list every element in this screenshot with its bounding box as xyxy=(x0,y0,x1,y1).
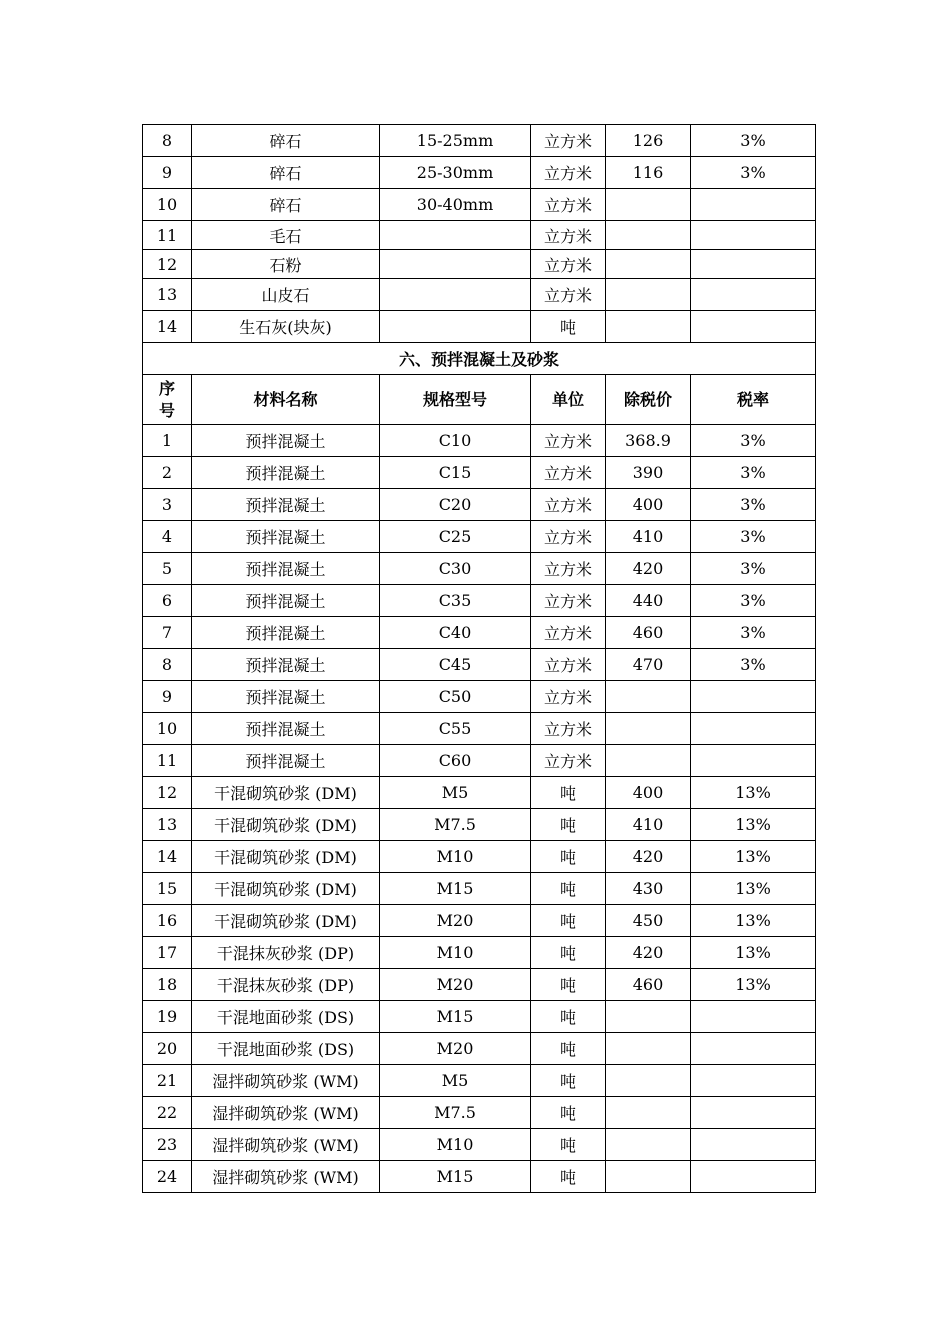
price-cell xyxy=(606,1001,691,1033)
table-row xyxy=(143,457,816,489)
spec-cell xyxy=(380,311,531,343)
row-number-cell: 13 xyxy=(143,809,192,841)
tax-rate-cell xyxy=(691,745,816,777)
unit-cell: 立方米 xyxy=(531,649,606,681)
table-row xyxy=(143,125,816,157)
tax-rate-cell: 13% xyxy=(691,841,816,873)
unit-cell: 立方米 xyxy=(531,125,606,157)
unit-cell: 立方米 xyxy=(531,521,606,553)
price-cell xyxy=(606,713,691,745)
table-row xyxy=(143,745,816,777)
material-name-cell: 生石灰(块灰) xyxy=(192,311,380,343)
table-row xyxy=(143,425,816,457)
price-cell: 470 xyxy=(606,649,691,681)
price-cell: 460 xyxy=(606,617,691,649)
table-row xyxy=(143,1001,816,1033)
table-row xyxy=(143,841,816,873)
row-number-cell: 17 xyxy=(143,937,192,969)
price-cell xyxy=(606,1161,691,1193)
unit-cell: 吨 xyxy=(531,809,606,841)
spec-cell: M15 xyxy=(380,873,531,905)
material-name-cell: 碎石 xyxy=(192,157,380,189)
price-cell xyxy=(606,1129,691,1161)
price-cell: 450 xyxy=(606,905,691,937)
tax-rate-cell: 13% xyxy=(691,777,816,809)
table-row xyxy=(143,681,816,713)
tax-rate-cell: 13% xyxy=(691,969,816,1001)
unit-cell: 吨 xyxy=(531,1161,606,1193)
row-number-cell: 9 xyxy=(143,681,192,713)
row-number-cell: 9 xyxy=(143,157,192,189)
material-name-cell: 预拌混凝土 xyxy=(192,489,380,521)
material-name-cell: 预拌混凝土 xyxy=(192,585,380,617)
table-row xyxy=(143,1097,816,1129)
row-number-cell: 22 xyxy=(143,1097,192,1129)
spec-cell: C25 xyxy=(380,521,531,553)
table-row xyxy=(143,157,816,189)
row-number-cell: 12 xyxy=(143,250,192,279)
table-row xyxy=(143,521,816,553)
tax-rate-cell: 3% xyxy=(691,585,816,617)
unit-cell: 立方米 xyxy=(531,250,606,279)
header-unit: 单位 xyxy=(531,375,606,425)
row-number-cell: 11 xyxy=(143,745,192,777)
table-row xyxy=(143,969,816,1001)
row-number-cell: 7 xyxy=(143,617,192,649)
row-number-cell: 12 xyxy=(143,777,192,809)
row-number-cell: 14 xyxy=(143,841,192,873)
row-number-cell: 19 xyxy=(143,1001,192,1033)
header-no: 序号 xyxy=(143,375,192,425)
row-number-cell: 8 xyxy=(143,125,192,157)
spec-cell xyxy=(380,250,531,279)
spec-cell: C45 xyxy=(380,649,531,681)
unit-cell: 吨 xyxy=(531,1001,606,1033)
table-row xyxy=(143,189,816,221)
row-number-cell: 2 xyxy=(143,457,192,489)
spec-cell: M10 xyxy=(380,937,531,969)
row-number-cell: 1 xyxy=(143,425,192,457)
tax-rate-cell: 13% xyxy=(691,809,816,841)
table-row xyxy=(143,250,816,279)
unit-cell: 吨 xyxy=(531,311,606,343)
material-name-cell: 预拌混凝土 xyxy=(192,745,380,777)
spec-cell: M5 xyxy=(380,777,531,809)
spec-cell: M20 xyxy=(380,1033,531,1065)
tax-rate-cell: 13% xyxy=(691,905,816,937)
spec-cell: C50 xyxy=(380,681,531,713)
tax-rate-cell xyxy=(691,1097,816,1129)
price-cell: 420 xyxy=(606,841,691,873)
material-name-cell: 干混地面砂浆 (DS) xyxy=(192,1033,380,1065)
material-name-cell: 石粉 xyxy=(192,250,380,279)
table-row xyxy=(143,1065,816,1097)
spec-cell: M20 xyxy=(380,969,531,1001)
price-cell: 368.9 xyxy=(606,425,691,457)
spec-cell: M20 xyxy=(380,905,531,937)
price-cell xyxy=(606,250,691,279)
row-number-cell: 10 xyxy=(143,713,192,745)
row-number-cell: 3 xyxy=(143,489,192,521)
table-row xyxy=(143,279,816,311)
header-price: 除税价 xyxy=(606,375,691,425)
price-cell: 420 xyxy=(606,937,691,969)
table-row xyxy=(143,553,816,585)
unit-cell: 吨 xyxy=(531,937,606,969)
row-number-cell: 5 xyxy=(143,553,192,585)
row-number-cell: 24 xyxy=(143,1161,192,1193)
price-cell xyxy=(606,311,691,343)
price-cell xyxy=(606,681,691,713)
table-row xyxy=(143,809,816,841)
table-row xyxy=(143,221,816,250)
price-cell: 126 xyxy=(606,125,691,157)
tax-rate-cell xyxy=(691,221,816,250)
table-row xyxy=(143,905,816,937)
spec-cell: C20 xyxy=(380,489,531,521)
material-name-cell: 预拌混凝土 xyxy=(192,425,380,457)
table-row xyxy=(143,649,816,681)
row-number-cell: 13 xyxy=(143,279,192,311)
spec-cell: M10 xyxy=(380,1129,531,1161)
material-name-cell: 干混抹灰砂浆 (DP) xyxy=(192,969,380,1001)
tax-rate-cell: 3% xyxy=(691,457,816,489)
tax-rate-cell: 3% xyxy=(691,649,816,681)
section-row xyxy=(143,343,816,375)
tax-rate-cell xyxy=(691,681,816,713)
unit-cell: 吨 xyxy=(531,777,606,809)
spec-cell: 30-40mm xyxy=(380,189,531,221)
spec-cell: C55 xyxy=(380,713,531,745)
price-cell: 440 xyxy=(606,585,691,617)
material-name-cell: 预拌混凝土 xyxy=(192,553,380,585)
header-row xyxy=(143,375,816,425)
material-name-cell: 预拌混凝土 xyxy=(192,713,380,745)
tax-rate-cell: 13% xyxy=(691,937,816,969)
material-name-cell: 预拌混凝土 xyxy=(192,617,380,649)
row-number-cell: 6 xyxy=(143,585,192,617)
unit-cell: 立方米 xyxy=(531,713,606,745)
unit-cell: 吨 xyxy=(531,969,606,1001)
price-cell: 460 xyxy=(606,969,691,1001)
tax-rate-cell: 13% xyxy=(691,873,816,905)
material-name-cell: 碎石 xyxy=(192,125,380,157)
tax-rate-cell: 3% xyxy=(691,157,816,189)
table-row xyxy=(143,617,816,649)
row-number-cell: 15 xyxy=(143,873,192,905)
material-name-cell: 预拌混凝土 xyxy=(192,681,380,713)
spec-cell: 15-25mm xyxy=(380,125,531,157)
spec-cell: M5 xyxy=(380,1065,531,1097)
price-cell xyxy=(606,1065,691,1097)
unit-cell: 立方米 xyxy=(531,489,606,521)
table-row xyxy=(143,937,816,969)
material-name-cell: 湿拌砌筑砂浆 (WM) xyxy=(192,1097,380,1129)
price-cell: 410 xyxy=(606,521,691,553)
tax-rate-cell xyxy=(691,1161,816,1193)
tax-rate-cell: 3% xyxy=(691,425,816,457)
unit-cell: 立方米 xyxy=(531,189,606,221)
material-name-cell: 干混抹灰砂浆 (DP) xyxy=(192,937,380,969)
unit-cell: 吨 xyxy=(531,1065,606,1097)
spec-cell: C15 xyxy=(380,457,531,489)
table-row xyxy=(143,311,816,343)
material-name-cell: 干混砌筑砂浆 (DM) xyxy=(192,841,380,873)
material-price-table xyxy=(142,124,816,1193)
table-row xyxy=(143,1129,816,1161)
tax-rate-cell xyxy=(691,1001,816,1033)
table-row xyxy=(143,713,816,745)
row-number-cell: 21 xyxy=(143,1065,192,1097)
tax-rate-cell xyxy=(691,713,816,745)
spec-cell: C40 xyxy=(380,617,531,649)
price-cell: 410 xyxy=(606,809,691,841)
unit-cell: 立方米 xyxy=(531,221,606,250)
spec-cell: C60 xyxy=(380,745,531,777)
section-title: 六、预拌混凝土及砂浆 xyxy=(143,343,816,375)
tax-rate-cell xyxy=(691,279,816,311)
unit-cell: 吨 xyxy=(531,1129,606,1161)
spec-cell: C35 xyxy=(380,585,531,617)
unit-cell: 立方米 xyxy=(531,279,606,311)
table-row xyxy=(143,777,816,809)
table-row xyxy=(143,1033,816,1065)
spec-cell: C30 xyxy=(380,553,531,585)
spec-cell: M15 xyxy=(380,1161,531,1193)
row-number-cell: 8 xyxy=(143,649,192,681)
price-cell xyxy=(606,189,691,221)
table-row xyxy=(143,1161,816,1193)
unit-cell: 吨 xyxy=(531,1097,606,1129)
spec-cell: M15 xyxy=(380,1001,531,1033)
price-cell: 116 xyxy=(606,157,691,189)
row-number-cell: 10 xyxy=(143,189,192,221)
spec-cell xyxy=(380,279,531,311)
tax-rate-cell xyxy=(691,250,816,279)
tax-rate-cell xyxy=(691,1033,816,1065)
tax-rate-cell xyxy=(691,1129,816,1161)
tax-rate-cell: 3% xyxy=(691,553,816,585)
unit-cell: 吨 xyxy=(531,905,606,937)
price-cell xyxy=(606,1033,691,1065)
row-number-cell: 16 xyxy=(143,905,192,937)
spec-cell: M7.5 xyxy=(380,1097,531,1129)
spec-cell: 25-30mm xyxy=(380,157,531,189)
tax-rate-cell xyxy=(691,311,816,343)
material-name-cell: 湿拌砌筑砂浆 (WM) xyxy=(192,1065,380,1097)
unit-cell: 立方米 xyxy=(531,617,606,649)
material-name-cell: 毛石 xyxy=(192,221,380,250)
unit-cell: 立方米 xyxy=(531,745,606,777)
row-number-cell: 11 xyxy=(143,221,192,250)
material-name-cell: 湿拌砌筑砂浆 (WM) xyxy=(192,1161,380,1193)
unit-cell: 吨 xyxy=(531,873,606,905)
spec-cell: C10 xyxy=(380,425,531,457)
price-cell: 430 xyxy=(606,873,691,905)
tax-rate-cell xyxy=(691,189,816,221)
material-name-cell: 干混砌筑砂浆 (DM) xyxy=(192,809,380,841)
price-cell xyxy=(606,221,691,250)
material-name-cell: 预拌混凝土 xyxy=(192,457,380,489)
unit-cell: 立方米 xyxy=(531,553,606,585)
material-name-cell: 预拌混凝土 xyxy=(192,649,380,681)
price-cell: 420 xyxy=(606,553,691,585)
row-number-cell: 4 xyxy=(143,521,192,553)
price-cell: 390 xyxy=(606,457,691,489)
table-row xyxy=(143,489,816,521)
unit-cell: 立方米 xyxy=(531,425,606,457)
price-cell: 400 xyxy=(606,777,691,809)
material-name-cell: 湿拌砌筑砂浆 (WM) xyxy=(192,1129,380,1161)
material-name-cell: 干混砌筑砂浆 (DM) xyxy=(192,873,380,905)
material-name-cell: 干混砌筑砂浆 (DM) xyxy=(192,777,380,809)
price-cell xyxy=(606,1097,691,1129)
tax-rate-cell: 3% xyxy=(691,521,816,553)
unit-cell: 立方米 xyxy=(531,585,606,617)
spec-cell: M7.5 xyxy=(380,809,531,841)
material-name-cell: 预拌混凝土 xyxy=(192,521,380,553)
material-name-cell: 山皮石 xyxy=(192,279,380,311)
tax-rate-cell: 3% xyxy=(691,125,816,157)
spec-cell xyxy=(380,221,531,250)
table-row xyxy=(143,585,816,617)
material-name-cell: 干混砌筑砂浆 (DM) xyxy=(192,905,380,937)
header-tax: 税率 xyxy=(691,375,816,425)
table-body xyxy=(143,125,816,1193)
tax-rate-cell xyxy=(691,1065,816,1097)
unit-cell: 立方米 xyxy=(531,157,606,189)
price-cell xyxy=(606,745,691,777)
material-name-cell: 干混地面砂浆 (DS) xyxy=(192,1001,380,1033)
spec-cell: M10 xyxy=(380,841,531,873)
price-cell: 400 xyxy=(606,489,691,521)
header-name: 材料名称 xyxy=(192,375,380,425)
material-name-cell: 碎石 xyxy=(192,189,380,221)
row-number-cell: 20 xyxy=(143,1033,192,1065)
row-number-cell: 23 xyxy=(143,1129,192,1161)
table-row xyxy=(143,873,816,905)
tax-rate-cell: 3% xyxy=(691,617,816,649)
unit-cell: 吨 xyxy=(531,1033,606,1065)
unit-cell: 吨 xyxy=(531,841,606,873)
header-spec: 规格型号 xyxy=(380,375,531,425)
unit-cell: 立方米 xyxy=(531,681,606,713)
row-number-cell: 18 xyxy=(143,969,192,1001)
unit-cell: 立方米 xyxy=(531,457,606,489)
row-number-cell: 14 xyxy=(143,311,192,343)
price-cell xyxy=(606,279,691,311)
tax-rate-cell: 3% xyxy=(691,489,816,521)
